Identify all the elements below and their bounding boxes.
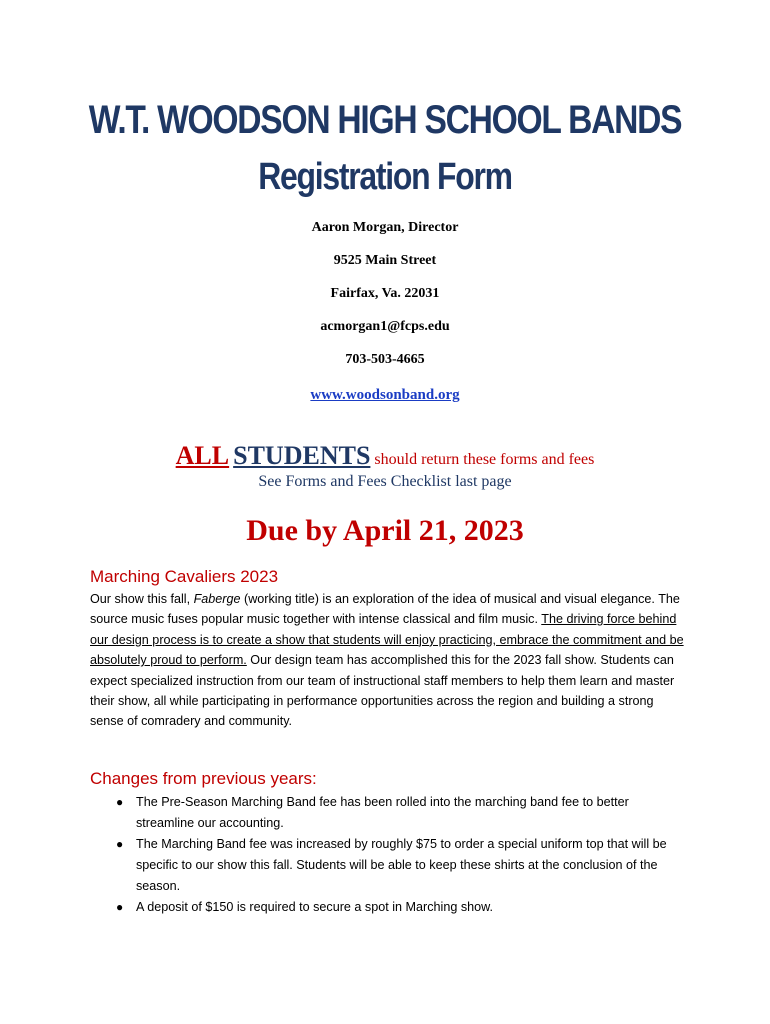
marching-cavaliers-heading: Marching Cavaliers 2023 xyxy=(90,567,279,586)
bullet-icon: ● xyxy=(116,900,124,914)
checklist-note: See Forms and Fees Checklist last page xyxy=(258,473,512,490)
marching-description xyxy=(90,589,690,732)
marching-text-3: Our design team has accomplished this for the 2023 fall show. Students can expect specialized instruction from our team of instructional staff members to help them learn and master their show, all while participating in performance opportunities across the region and building a strong sense of comradery and community. xyxy=(90,653,675,729)
changes-list xyxy=(90,792,690,918)
website-link[interactable]: www.woodsonband.org xyxy=(310,387,460,403)
show-name: Faberge xyxy=(193,592,241,606)
list-item-text: The Marching Band fee was increased by roughly $75 to order a special uniform top that will be specific to our show this fall. Students will be able to keep these shirts at the conclusion of the season. xyxy=(136,837,667,893)
director-phone: 703-503-4665 xyxy=(345,352,425,367)
list-item xyxy=(90,834,690,897)
list-item-text: A deposit of $150 is required to secure a spot in Marching show. xyxy=(136,900,494,914)
marching-text-2: (working title) is an exploration of the idea of musical and visual elegance. The source music fuses popular music together with intense classical and film music. xyxy=(90,592,680,627)
marching-text-1: Our show this fall, xyxy=(90,592,194,606)
design-philosophy-text: The driving force behind our design process is to create a show that students will enjoy practicing, embrace the commitment and be absolutely proud to perform. xyxy=(90,612,684,668)
students-word: STUDENTS xyxy=(233,441,371,470)
bullet-icon: ● xyxy=(116,837,124,851)
return-forms-text: should return these forms and fees xyxy=(374,451,595,468)
website-line xyxy=(0,385,770,405)
list-item xyxy=(90,897,690,918)
school-bands-title: W.T. WOODSON HIGH SCHOOL BANDS xyxy=(88,98,682,142)
return-notice xyxy=(0,440,770,476)
all-word: ALL xyxy=(175,441,230,470)
director-name: Aaron Morgan, Director xyxy=(311,220,459,235)
street-address: 9525 Main Street xyxy=(333,253,437,268)
due-date: Due by April 21, 2023 xyxy=(246,514,524,547)
bullet-icon: ● xyxy=(116,795,124,809)
city-state-zip: Fairfax, Va. 22031 xyxy=(330,286,440,301)
list-item xyxy=(90,792,690,834)
list-item-text: The Pre-Season Marching Band fee has been rolled into the marching band fee to better streamline our accounting. xyxy=(136,795,629,830)
changes-heading: Changes from previous years: xyxy=(90,769,317,788)
registration-form-title: Registration Form xyxy=(258,156,512,198)
director-email: acmorgan1@fcps.edu xyxy=(320,319,450,334)
